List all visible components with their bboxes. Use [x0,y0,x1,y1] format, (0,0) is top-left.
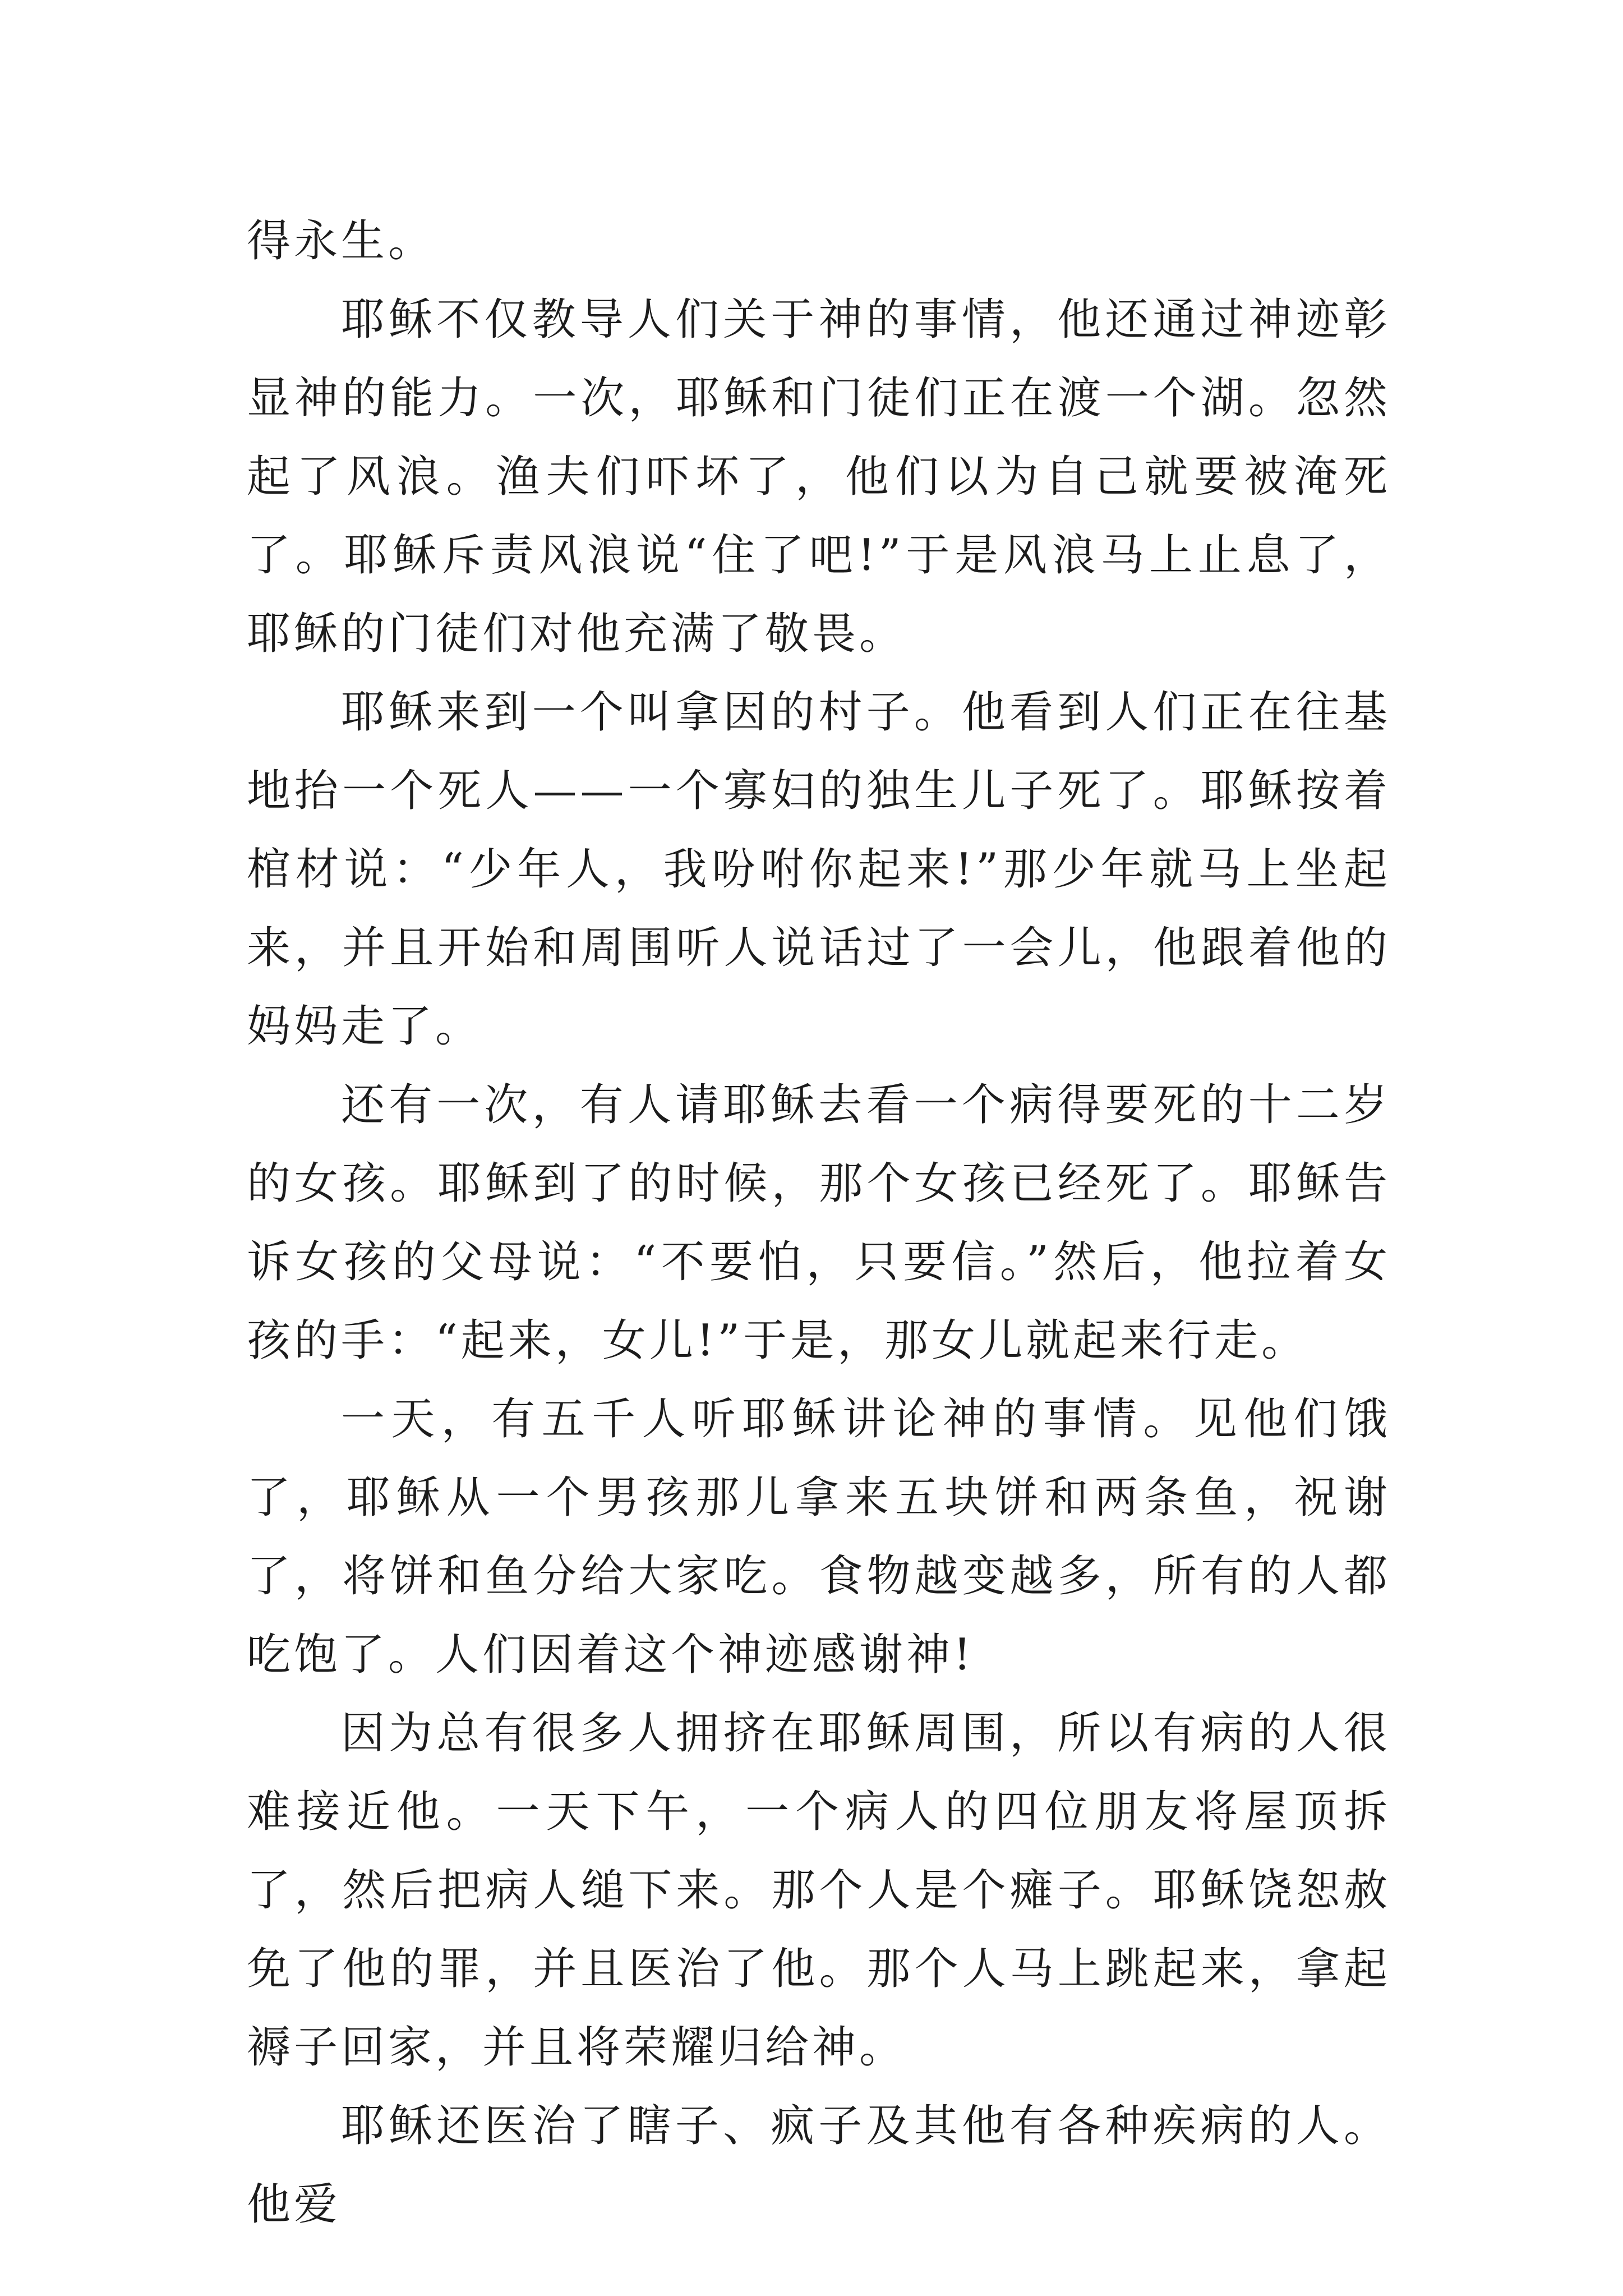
paragraph: 耶稣来到一个叫拿因的村子。他看到人们正在往基地抬一个死人——一个寡妇的独生儿子死了。耶稣按着棺材说：“少年人，我吩咐你起来!”那少年就马上坐起来，并且开始和周围听人说话过了一会儿，他跟着他的妈妈走了。 [247,687,1391,1052]
paragraph: 还有一次，有人请耶稣去看一个病得要死的十二岁的女孩。耶稣到了的时候，那个女孩已经死了。耶稣告诉女孩的父母说：“不要怕，只要信。”然后，他拉着女孩的手：“起来，女儿!”于是，那女儿就起来行走。 [247,1080,1391,1366]
paragraph: 一天，有五千人听耶稣讲论神的事情。见他们饿了，耶稣从一个男孩那儿拿来五块饼和两条鱼，祝谢了，将饼和鱼分给大家吃。食物越变越多，所有的人都吃饱了。人们因着这个神迹感谢神! [247,1394,1391,1680]
paragraph: 得永生。 [247,216,436,266]
paragraph: 耶稣不仅教导人们关于神的事情，他还通过神迹彰显神的能力。一次，耶稣和门徒们正在渡一个湖。忽然起了风浪。渔夫们吓坏了，他们以为自己就要被淹死了。耶稣斥责风浪说“住了吧!”于是风浪马上止息了，耶稣的门徒们对他充满了敬畏。 [247,295,1391,659]
body-text [247,202,1391,2244]
paragraph: 因为总有很多人拥挤在耶稣周围，所以有病的人很难接近他。一天下午，一个病人的四位朋友将屋顶拆了，然后把病人缒下来。那个人是个瘫子。耶稣饶恕赦免了他的罪，并且医治了他。那个人马上跳起来，拿起褥子回家，并且将荣耀归给神。 [247,1708,1391,2073]
paragraph: 耶稣还医治了瞎子、疯子及其他有各种疾病的人。他爱 [247,2101,1391,2230]
